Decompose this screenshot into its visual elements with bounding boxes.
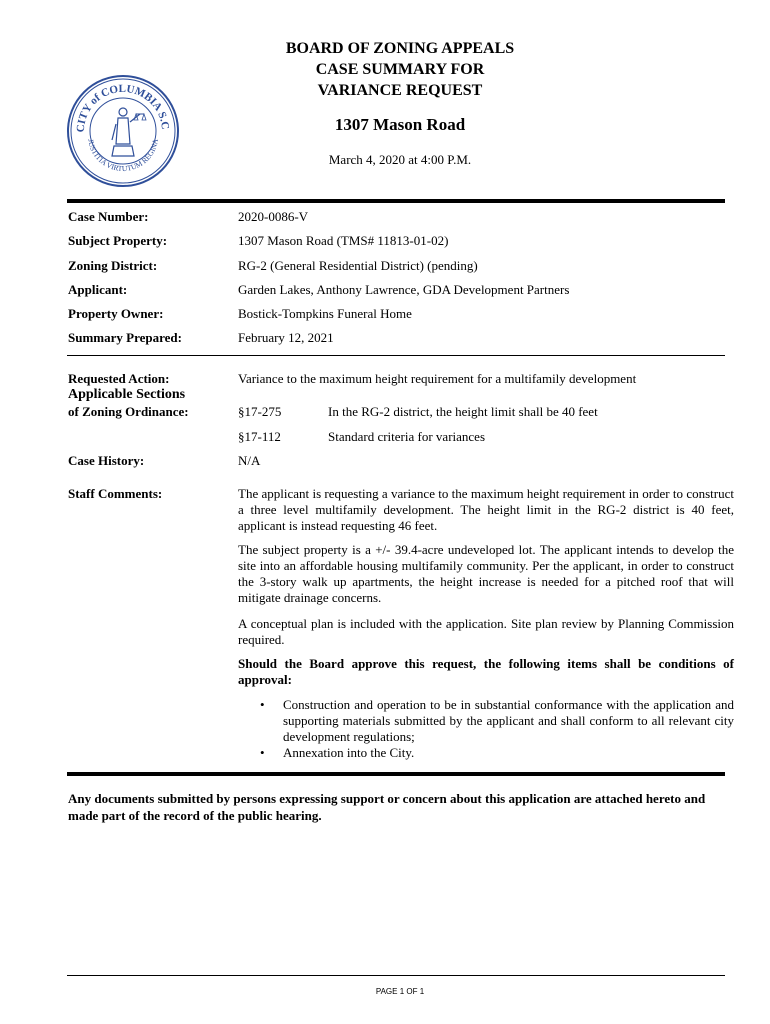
staff-comment-paragraph-1: The applicant is requesting a variance to the maximum height requirement in order to construct a three level multifamily development. The height limit in the RG-2 district is 40 feet, applicant is instead requesting 46 feet.	[238, 486, 734, 533]
bullet-icon: •	[260, 697, 265, 712]
mid-divider	[67, 355, 725, 356]
subject-property-label: Subject Property:	[68, 233, 168, 248]
zoning-district-value: RG-2 (General Residential District) (pending)	[238, 258, 478, 273]
summary-prepared-value: February 12, 2021	[238, 330, 334, 345]
city-seal-logo	[66, 74, 180, 188]
conditions-list	[238, 697, 734, 761]
public-record-notice: Any documents submitted by persons expressing support or concern about this application are attached hereto and made part of the record of the public hearing.	[68, 791, 706, 823]
section-text-1: In the RG-2 district, the height limit shall be 40 feet	[328, 404, 598, 419]
case-number-label: Case Number:	[68, 209, 149, 224]
hearing-date: March 4, 2020 at 4:00 P.M.	[328, 152, 472, 167]
staff-comments-label: Staff Comments:	[68, 486, 163, 501]
seal-bottom-text: JUSTITIA VIRTUTUM REGINA	[86, 138, 160, 174]
condition-text: Construction and operation to be in substantial conformance with the application and supporting materials submitted by the applicant and shall conform to all relevant city development regulations;	[283, 697, 734, 744]
property-owner-value: Bostick-Tompkins Funeral Home	[238, 306, 412, 321]
conditions-intro: Should the Board approve this request, the following items shall be conditions of approval:	[238, 656, 734, 687]
applicant-label: Applicant:	[68, 282, 128, 297]
summary-prepared-label: Summary Prepared:	[68, 330, 182, 345]
case-history-value: N/A	[238, 453, 261, 468]
footer-divider	[67, 975, 725, 976]
condition-item	[238, 697, 734, 745]
bullet-icon: •	[260, 745, 265, 760]
bottom-divider	[67, 772, 725, 776]
applicant-value: Garden Lakes, Anthony Lawrence, GDA Development Partners	[238, 282, 570, 297]
top-divider	[67, 199, 725, 203]
section-text-2: Standard criteria for variances	[328, 429, 486, 444]
case-number-value: 2020-0086-V	[238, 209, 309, 224]
zoning-district-label: Zoning District:	[68, 258, 158, 273]
zoning-ordinance-label: of Zoning Ordinance:	[68, 404, 189, 419]
subject-property-value: 1307 Mason Road (TMS# 11813-01-02)	[238, 233, 449, 248]
condition-text: Annexation into the City.	[283, 745, 415, 760]
applicable-sections-label: Applicable Sections	[68, 387, 186, 402]
staff-comment-paragraph-2: The subject property is a +/- 39.4-acre undeveloped lot. The applicant intends to develop the site into an affordable housing multifamily community. Per the applicant, in order to construct the 3-story walk up apartments, the height increase is needed for a pitched roof that will mitigate drainage concerns.	[238, 542, 734, 605]
case-history-label: Case History:	[68, 453, 145, 468]
title-line-3: VARIANCE REQUEST	[317, 82, 483, 99]
section-code-2: §17-112	[238, 429, 281, 444]
property-address-heading: 1307 Mason Road	[334, 115, 466, 134]
title-line-2: CASE SUMMARY FOR	[315, 61, 485, 78]
title-line-1: BOARD OF ZONING APPEALS	[285, 40, 515, 57]
staff-comment-paragraph-3: A conceptual plan is included with the application. Site plan review by Planning Commission required.	[238, 616, 734, 647]
property-owner-label: Property Owner:	[68, 306, 164, 321]
seal-top-text: CITY of COLUMBIA S.C	[74, 82, 172, 133]
page-number: PAGE 1 OF 1	[375, 987, 425, 996]
section-code-1: §17-275	[238, 404, 282, 419]
requested-action-label: Requested Action:	[68, 371, 170, 386]
condition-item	[238, 745, 734, 761]
requested-action-value: Variance to the maximum height requirement for a multifamily development	[238, 371, 637, 386]
svg-text:JUSTITIA VIRTUTUM REGINA	[86, 138, 160, 173]
